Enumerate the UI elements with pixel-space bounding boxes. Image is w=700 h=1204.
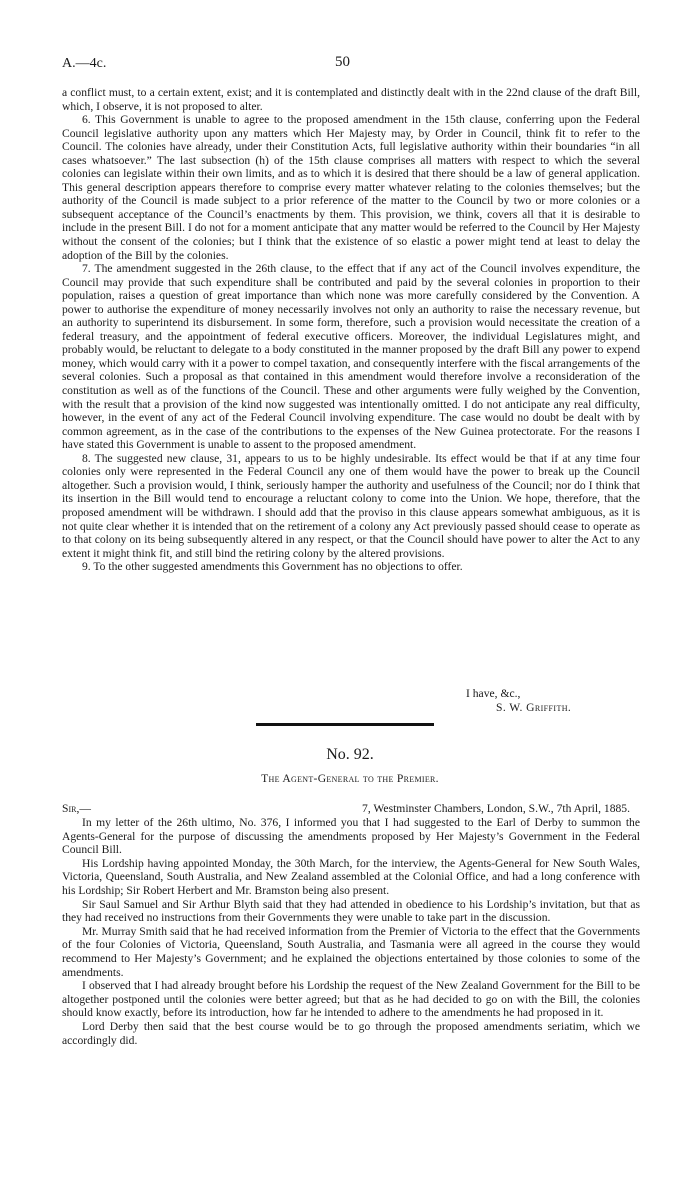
sender-address: 7, Westminster Chambers, London, S.W., 7th April, 1885. (362, 802, 630, 815)
paragraph: Sir Saul Samuel and Sir Arthur Blyth said that they had attended in obedience to his Lordship’s invitation, but that as they had received no instructions from their Governments they were unable to take part in the discussion. (62, 897, 640, 925)
section-divider (256, 723, 434, 726)
paragraph: His Lordship having appointed Monday, the 30th March, for the interview, the Agents-General for New South Wales, Victoria, Queensland, South Australia, and New Zealand assembled at the Colonial Office, and had a long conference with his Lordship; Sir Robert Herbert and Mr. Bramston being also present. (62, 856, 640, 897)
letter-continuation (62, 86, 640, 574)
paragraph: Lord Derby then said that the best course would be to go through the proposed amendments seriatim, which we accordingly did. (62, 1019, 640, 1047)
page-number: 50 (335, 54, 350, 70)
paragraph: Mr. Murray Smith said that he had received information from the Premier of Victoria to the effect that the Governments of the four Colonies of Victoria, Queensland, South Australia, and Tasmania were all agreed in the course they would recommend to Her Majesty’s Government; and he explained the objections entertained by those colonies to some of the amendments. (62, 924, 640, 979)
paragraph: 9. To the other suggested amendments this Government has no objections to offer. (82, 560, 463, 574)
document-title: The Agent-General to the Premier. (261, 772, 439, 785)
paragraph: 6. This Government is unable to agree to the proposed amendment in the 15th clause, conferring upon the Federal Council legislative authority upon any matters which Her Majesty may, by Order in Council, think fit to refer to the Council. The colonies have already, under their Constitution Acts, full legislative authority within their boundaries “in all cases whatsoever.” The last subsection (h) of the 15th clause comprises all matters with respect to which the several colonies can legislate within their own limits, and as to which it is desired that there should be a law of general application. This general description appears therefore to comprise every matter whatever relating to the colonies themselves; but the authority of the Council is made subject to a prior reference of the matter to the Council by two or more colonies or a subsequent acceptance of the Council’s enactments by them. This provision, we think, covers all that it is desirable to include in the present Bill. I do not for a moment anticipate that any matter would be referred to the Council by Her Majesty without the consent of the colonies; but I think that the existence of so elastic a power might tend at least to delay the adoption of the Bill by the colonies. (62, 113, 640, 262)
document-reference: A.—4c. (62, 56, 107, 71)
paragraph: a conflict must, to a certain extent, exist; and it is contemplated and distinctly dealt with in the 22nd clause of the draft Bill, which, I observe, it is not proposed to alter. (62, 86, 640, 113)
paragraph: 7. The amendment suggested in the 26th clause, to the effect that if any act of the Council involves expenditure, the Council may provide that such expenditure shall be contributed and paid by the several colonies in proportion to their population, raises a question of great importance than which none was more carefully considered by the Convention. A power to authorise the expenditure of money necessarily involves not only an authority to raise the necessary revenue, but an authority to superintend its disbursement. In some form, therefore, such a provision would necessitate the creation of a federal treasury, and the appointment of federal executive officers. Moreover, the individual Legislatures might, and probably would, be reluctant to delegate to a body constituted in the manner proposed by the draft Bill any power to expend money, which would carry with it a power to compel taxation, and consequently interfere with the fiscal arrangements of the several colonies. Such a proposal as that contained in this amendment would therefore involve a reconsideration of the constitution as well as of the functions of the Council. These and other arguments were fully weighed by the Convention, with the result that a provision of the kind now suggested was intentionally omitted. I do not anticipate any real difficulty, however, in the event of any act of the Federal Council involving expenditure. The case would no doubt be dealt with by common agreement, as in the case of the contributions to the expenses of the New Guinea protectorate. For the reasons I have stated this Government is unable to assent to the proposed amendment. (62, 262, 640, 452)
document-number: No. 92. (326, 746, 374, 763)
salutation: Sir,— (62, 802, 91, 815)
signature: S. W. Griffith. (496, 701, 572, 714)
paragraph: I observed that I had already brought before his Lordship the request of the New Zealand Government for the Bill to be altogether postponed until the colonies were better agreed; but that as he had decided to go on with the Bill, the colonies should know exactly, before its introduction, how far he intended to adhere to the amendments he had proposed in it. (62, 979, 640, 1020)
letter-body (62, 816, 640, 1047)
paragraph: 8. The suggested new clause, 31, appears to us to be highly undesirable. Its effect would be that if at any time four colonies only were represented in the Federal Council any one of them would have the power to break up the Council altogether. Such a provision would, I think, seriously hamper the authority and usefulness of the Council; nor do I think that its insertion in the Bill would tend to encourage a reluctant colony to come into the Union. We hope, therefore, that the proposed amendment will be withdrawn. I should add that the proviso in this clause appears somewhat ambiguous, as it is not quite clear whether it is intended that on the retirement of a colony any Act previously passed should cease to operate as to that colony on its being subsequently altered in any respect, or that the Council should have power to alter the Act to any extent it might think fit, and still bind the retiring colony by the altered provisions. (62, 451, 640, 560)
paragraph: In my letter of the 26th ultimo, No. 376, I informed you that I had suggested to the Earl of Derby to summon the Agents-General for the purpose of discussing the amendments proposed by Her Majesty’s Government in the Federal Council Bill. (62, 816, 640, 857)
closing-phrase: I have, &c., (466, 687, 521, 700)
